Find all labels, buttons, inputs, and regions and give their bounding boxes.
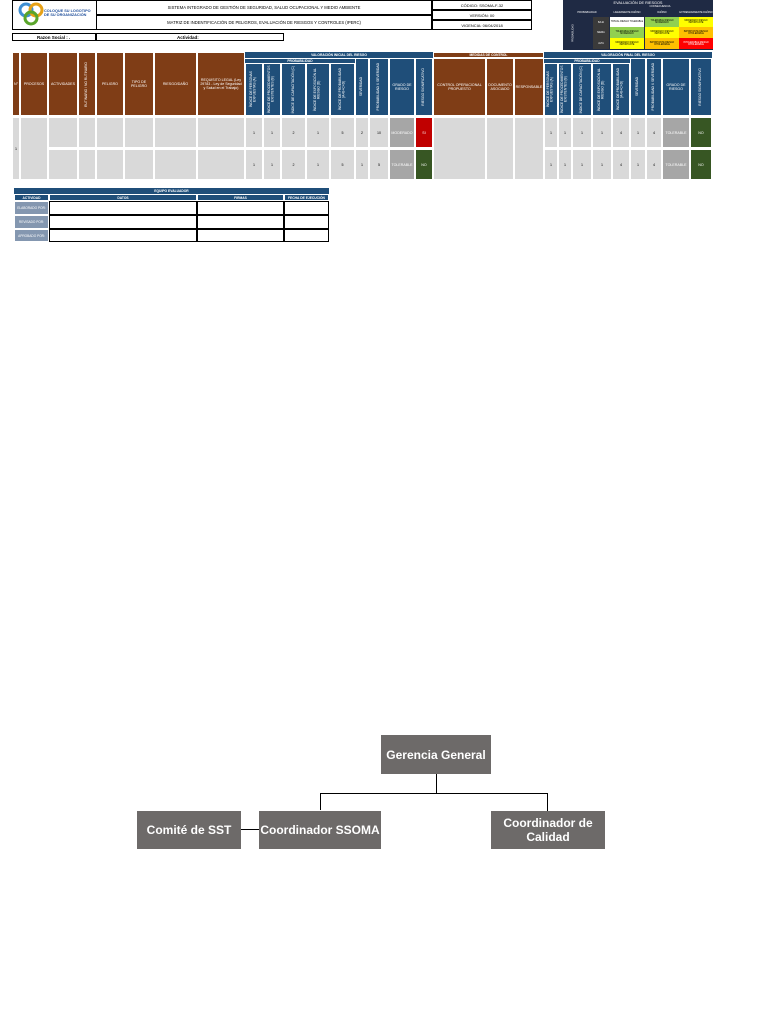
rutinario-cell[interactable]	[78, 117, 96, 148]
initial-prob-index: ÍNDICE DE PROBABILIDAD (A+B+C+D)	[330, 63, 355, 116]
initial-prob-d: ÍNDICE DE EXPOSICIÓN AL RIESGO (D)	[306, 63, 330, 116]
final-a-value: 1	[544, 149, 558, 180]
requisito-cell[interactable]	[197, 149, 245, 180]
team-firma-field[interactable]	[197, 215, 284, 229]
org-connector	[436, 774, 437, 793]
company-logo	[14, 1, 94, 28]
team-firma-field[interactable]	[197, 201, 284, 215]
team-datos-field[interactable]	[49, 201, 197, 215]
org-gerencia-general: Gerencia General	[381, 735, 491, 774]
legend-prob-side: PROBABILIDAD	[571, 24, 575, 42]
group-control-measures: MEDIDAS DE CONTROL	[433, 52, 544, 58]
org-connector	[320, 793, 321, 810]
legend-cell-moderado-2: MODERADO RIESGO IMPORTANTE	[645, 27, 679, 38]
final-ps-value: 4	[646, 149, 662, 180]
col-responsable: RESPONSABLE	[514, 58, 544, 116]
col-tipo-peligro: TIPO DE PELIGRO	[124, 52, 154, 116]
legend-title: EVALUACIÓN DE RIESGOS	[613, 0, 663, 5]
team-datos-field[interactable]	[49, 229, 197, 242]
legend-cell-moderado: MODERADO RIESGO IMPORTANTE	[679, 17, 713, 27]
initial-grado-value: MODERADO	[389, 117, 415, 148]
team-header-datos: DATOS	[49, 194, 197, 201]
row-number-cell: 1	[12, 117, 20, 180]
system-title: SISTEMA INTEGRADO DE GESTIÓN DE SEGURIDAD, SALUD OCUPACIONAL Y MEDIO AMBIENTE	[96, 0, 432, 15]
initial-prob-c: ÍNDICE DE CAPACITACIÓN (C)	[281, 63, 306, 116]
initial-b-value: 1	[263, 117, 281, 148]
initial-c-value: 2	[281, 149, 306, 180]
final-prob-a: ÍNDICE DE PERSONAS EXPUESTAS (A)	[544, 63, 558, 116]
col-procesos: PROCESOS	[20, 52, 48, 116]
control-op-cell[interactable]	[433, 117, 486, 180]
actividad-field[interactable]: Actividad:	[96, 33, 284, 41]
legend-cell-tolerable-2: TOLERABLE RIESGO MODERADO	[610, 27, 644, 38]
col-riesgo-dano: RIESGO/DAÑO	[154, 52, 197, 116]
org-comite-sst: Comité de SST	[137, 811, 241, 849]
final-c-value: 1	[572, 117, 592, 148]
final-a-value: 1	[544, 117, 558, 148]
final-index-value: 4	[612, 117, 630, 148]
requisito-cell[interactable]	[197, 117, 245, 148]
peligro-cell[interactable]	[96, 149, 124, 180]
initial-severidad: SEVERIDAD	[355, 58, 369, 116]
legend-cell-intolerable: INTOLERABLE RIESGO INTOLERABLE	[679, 38, 713, 49]
team-header-actividad: ACTIVIDAD	[14, 194, 49, 201]
final-prob-sev: PROBABILIDAD X SEVERIDAD	[646, 58, 662, 116]
col-requisito-legal: REQUISITO LEGAL (Ley 29783 - Ley de Seguridad y Salud en el Trabajo)	[197, 52, 245, 116]
initial-sev-value: 2	[355, 117, 369, 148]
org-connector	[320, 793, 548, 794]
final-b-value: 1	[558, 117, 572, 148]
team-row-label: APROBADO POR:	[14, 229, 49, 242]
col-documento: DOCUMENTO ASOCIADO	[486, 58, 514, 116]
initial-prob-a: ÍNDICE DE PERSONAS EXPUESTAS (A)	[245, 63, 263, 116]
group-final-valuation: VALORACIÓN FINAL DEL RIESGO	[544, 52, 712, 58]
final-probability-header: PROBABILIDAD	[544, 58, 630, 63]
col-control-operacional: CONTROL OPERACIONAL PROPUESTO	[433, 58, 486, 116]
legend-row-3: ALTA	[593, 38, 609, 49]
final-significativo: RIESGO SIGNIFICATIVO	[690, 58, 712, 116]
razon-social-field[interactable]: Razon Social : .	[12, 33, 96, 41]
final-ps-value: 4	[646, 117, 662, 148]
procesos-cell[interactable]	[20, 117, 48, 180]
org-coordinador-calidad: Coordinador de Calidad	[491, 811, 605, 849]
col-rutinario: RUTINARIO / NO RUTINARIO	[78, 52, 96, 116]
final-significativo-value: NO	[690, 149, 712, 180]
org-connector	[241, 829, 260, 830]
tipo-peligro-cell[interactable]	[124, 117, 154, 148]
logo-icon	[16, 1, 46, 27]
team-fecha-field[interactable]	[284, 215, 329, 229]
final-grado-value: TOLERABLE	[662, 117, 690, 148]
team-row-label: ELABORADO POR:	[14, 201, 49, 215]
initial-grado: GRADO DE RIESGO	[389, 58, 415, 116]
logo-placeholder-text: COLOQUE SU LOGOTIPO DE SU ORGANIZACIÓN	[44, 9, 91, 18]
final-prob-b: ÍNDICE DE PROCEDIMIENTOS EXISTENTES (B)	[558, 63, 572, 116]
initial-index-value: 5	[330, 149, 355, 180]
legend-col-1: LIGERAMENTE DAÑINO	[613, 10, 641, 14]
initial-c-value: 2	[281, 117, 306, 148]
initial-index-value: 5	[330, 117, 355, 148]
initial-significativo: RIESGO SIGNIFICATIVO	[415, 58, 433, 116]
legend-cell-importante-2: IMPORTANTE RIESGO INTOLERABLE	[645, 38, 679, 49]
col-number: N°	[12, 52, 20, 116]
initial-d-value: 1	[306, 117, 330, 148]
final-d-value: 1	[592, 117, 612, 148]
initial-a-value: 1	[245, 117, 263, 148]
matrix-title: MATRIZ DE INDENTIFICACIÓN DE PELIGROS, EVALUACIÓN DE RIESGOS Y CONTROLES (IPERC)	[96, 15, 432, 30]
riesgo-cell[interactable]	[154, 117, 197, 148]
group-initial-valuation: VALORACIÓN INICIAL DEL RIESGO	[245, 52, 433, 58]
initial-prob-sev: PROBABILIDAD X SEVERIDAD	[369, 58, 389, 116]
legend-cell-moderado-3: MODERADO RIESGO IMPORTANTE	[610, 38, 644, 49]
initial-significativo-value: NO	[415, 149, 433, 180]
responsable-cell[interactable]	[514, 117, 544, 180]
team-title: EQUIPO EVALUADOR	[14, 188, 329, 194]
initial-ps-value: 10	[369, 117, 389, 148]
peligro-cell[interactable]	[96, 117, 124, 148]
col-peligro: PELIGRO	[96, 52, 124, 116]
legend-col-2: DAÑINO	[657, 10, 667, 14]
col-actividades: ACTIVIDADES	[48, 52, 78, 116]
final-grado: GRADO DE RIESGO	[662, 58, 690, 116]
final-index-value: 4	[612, 149, 630, 180]
legend-col-3: EXTREMADAMENTE DAÑINO	[679, 10, 713, 14]
legend-cell-tolerable: TOLERABLE RIESGO MODERADO	[645, 17, 679, 27]
legend-consequence-label: CONSECUENCIA	[649, 5, 671, 8]
initial-a-value: 1	[245, 149, 263, 180]
team-header-fecha: FECHA DE EJECUCIÓN	[284, 194, 329, 201]
rutinario-cell[interactable]	[78, 149, 96, 180]
documento-cell[interactable]	[486, 117, 514, 180]
legend-cell-importante: IMPORTANTE RIESGO INTOLERABLE	[679, 27, 713, 38]
actividad-cell[interactable]	[48, 149, 78, 180]
initial-probability-header: PROBABILIDAD	[245, 58, 355, 63]
risk-evaluation-legend	[563, 0, 713, 50]
actividad-cell[interactable]	[48, 117, 78, 148]
initial-b-value: 1	[263, 149, 281, 180]
legend-row-2: MEDIA	[593, 27, 609, 38]
org-connector	[547, 793, 548, 811]
team-fecha-field[interactable]	[284, 201, 329, 215]
initial-sev-value: 1	[355, 149, 369, 180]
final-prob-index: ÍNDICE DE PROBABILIDAD (A+B+C+D)	[612, 63, 630, 116]
team-datos-field[interactable]	[49, 215, 197, 229]
initial-ps-value: 5	[369, 149, 389, 180]
team-header-firmas: FIRMAS	[197, 194, 284, 201]
final-b-value: 1	[558, 149, 572, 180]
document-validity: VIGENCIA: 06/04/2018	[432, 20, 532, 30]
team-firma-field[interactable]	[197, 229, 284, 242]
final-sev-value: 1	[630, 149, 646, 180]
final-sev-value: 1	[630, 117, 646, 148]
final-prob-c: ÍNDICE DE CAPACITACIÓN (C)	[572, 63, 592, 116]
final-prob-d: ÍNDICE DE EXPOSICIÓN AL RIESGO (D)	[592, 63, 612, 116]
legend-row-1: BAJA	[593, 17, 609, 27]
legend-prob-header: PROBABILIDAD	[577, 10, 597, 14]
team-row-label: REVISADO POR:	[14, 215, 49, 229]
document-code: CÓDIGO: SSOMA-F-32	[432, 0, 532, 10]
initial-prob-b: ÍNDICE DE PROCEDIMIENTOS EXISTENTES (B)	[263, 63, 281, 116]
final-grado-value: TOLERABLE	[662, 149, 690, 180]
document-version: VERSIÓN: 00	[432, 10, 532, 20]
final-significativo-value: NO	[690, 117, 712, 148]
riesgo-cell[interactable]	[154, 149, 197, 180]
final-severidad: SEVERIDAD	[630, 58, 646, 116]
initial-d-value: 1	[306, 149, 330, 180]
final-d-value: 1	[592, 149, 612, 180]
legend-cell-trivial: TRIVIAL RIESGO TOLERABLE	[610, 17, 644, 27]
org-coordinador-ssoma: Coordinador SSOMA	[259, 811, 381, 849]
initial-grado-value: TOLERABLE	[389, 149, 415, 180]
team-fecha-field[interactable]	[284, 229, 329, 242]
tipo-peligro-cell[interactable]	[124, 149, 154, 180]
initial-significativo-value: SI	[415, 117, 433, 148]
final-c-value: 1	[572, 149, 592, 180]
